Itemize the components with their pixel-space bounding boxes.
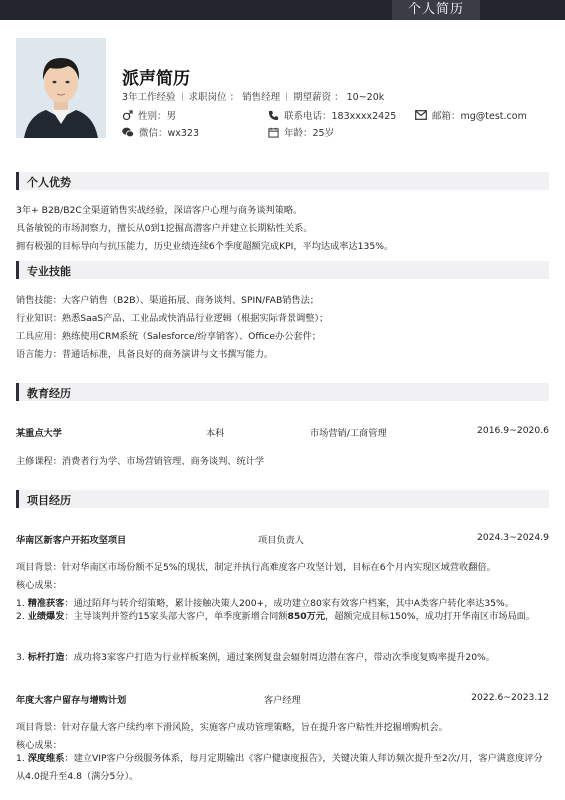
section-education bbox=[16, 383, 549, 401]
email: 邮箱：mg@test.com bbox=[432, 111, 527, 122]
result-text: ：建立VIP客户分级服务体系，每月定期输出《客户健康度报告》，关键决策人拜访频次提升至2次/月，客户满意度评分从4.0提升至4.8（满分5分）。 bbox=[16, 753, 543, 782]
project-role: 项目负责人 bbox=[258, 535, 304, 546]
divider bbox=[182, 92, 183, 101]
advantage-line: 3年+ B2B/B2C全渠道销售实战经验，深谙客户心理与商务谈判策略。 bbox=[16, 205, 303, 216]
salary: 期望薪资 ： 10~20k bbox=[293, 92, 385, 103]
section-title: 项目经历 bbox=[27, 494, 71, 507]
resume-tag: 个人简历 bbox=[392, 0, 480, 20]
school: 某重点大学 bbox=[16, 428, 62, 439]
age-info bbox=[268, 125, 334, 139]
phone-icon bbox=[268, 110, 279, 121]
position: 求职岗位 ： 销售经理 bbox=[188, 92, 281, 103]
results-label: 核心成果： bbox=[16, 580, 62, 591]
result-item bbox=[16, 595, 514, 609]
skill-line: 销售技能：大客户销售（B2B）、渠道拓展、商务谈判、SPIN/FAB销售法； bbox=[16, 295, 319, 306]
section-title: 教育经历 bbox=[27, 387, 71, 400]
result-number: 2. bbox=[16, 611, 28, 622]
project-period: 2024.3~2024.9 bbox=[477, 532, 549, 543]
section-advantages bbox=[16, 172, 549, 190]
phone-info bbox=[268, 108, 396, 122]
advantage-line: 具备敏锐的市场洞察力，擅长从0到1挖掘高潜客户并建立长期粘性关系。 bbox=[16, 223, 313, 234]
skill-line: 工具应用：熟练使用CRM系统（Salesforce/纷享销客）、Office办公套件； bbox=[16, 331, 321, 342]
wechat-icon bbox=[122, 127, 134, 138]
project-period: 2022.6~2023.12 bbox=[471, 692, 549, 703]
result-item bbox=[16, 608, 546, 626]
project-row bbox=[16, 532, 549, 546]
result-amount: 850万元 bbox=[287, 611, 326, 622]
result-keyword: 深度维系 bbox=[27, 753, 65, 764]
courses: 主修课程：消费者行为学、市场营销管理、商务谈判、统计学 bbox=[16, 456, 265, 467]
advantage-line: 拥有极强的目标导向与抗压能力，历史业绩连续6个季度超额完成KPI，平均达成率达135%。 bbox=[16, 241, 394, 252]
wechat: 微信：wx323 bbox=[139, 128, 200, 139]
divider bbox=[286, 92, 287, 101]
result-number: 3. bbox=[16, 652, 28, 663]
project-row bbox=[16, 692, 549, 706]
result-keyword: 精准获客 bbox=[27, 598, 65, 609]
wechat-info bbox=[122, 125, 199, 139]
skill-line: 行业知识：熟悉SaaS产品、工业品或快消品行业逻辑（根据实际背景调整）； bbox=[16, 313, 329, 324]
mail-icon bbox=[415, 110, 427, 120]
email-info bbox=[415, 108, 527, 122]
section-title: 个人优势 bbox=[27, 176, 71, 189]
avatar bbox=[16, 38, 106, 138]
project-name: 华南区新客户开拓攻坚项目 bbox=[16, 535, 127, 546]
section-title: 专业技能 bbox=[27, 265, 71, 278]
male-icon bbox=[122, 110, 133, 121]
gender-info bbox=[122, 108, 176, 122]
result-keyword: 业绩爆发 bbox=[27, 611, 65, 622]
project-background: 项目背景：针对存量大客户续约率下滑风险，实施客户成功管理策略，旨在提升客户粘性并挖掘增购机会。 bbox=[16, 722, 448, 733]
result-text: ，超额完成目标150%，成功打开华南区市场局面。 bbox=[325, 611, 536, 622]
section-projects bbox=[16, 490, 549, 508]
result-text: ：通过陌拜与转介绍策略，累计接触决策人200+，成功建立80家有效客户档案，其中A类客户转化率达35%。 bbox=[64, 598, 514, 609]
phone: 联系电话：183xxxx2425 bbox=[284, 111, 397, 122]
skill-line: 语言能力：普通话标准，具备良好的商务演讲与文书撰写能力。 bbox=[16, 349, 274, 360]
section-skills bbox=[16, 261, 549, 279]
result-text: ：成功将3家客户打造为行业样板案例，通过案例复盘会辐射周边潜在客户，带动次季度复购率提升20%。 bbox=[64, 652, 495, 663]
education-row bbox=[16, 425, 549, 439]
result-number: 1. bbox=[16, 598, 28, 609]
age: 年龄：25岁 bbox=[284, 128, 335, 139]
results-label: 核心成果： bbox=[16, 740, 62, 751]
project-role: 客户经理 bbox=[264, 695, 301, 706]
resume-name: 派声简历 bbox=[122, 69, 190, 89]
calendar-icon bbox=[268, 127, 279, 138]
result-number: 1. bbox=[16, 753, 28, 764]
project-name: 年度大客户留存与增购计划 bbox=[16, 695, 127, 706]
major: 市场营销/工商管理 bbox=[310, 428, 387, 439]
gender: 性别：男 bbox=[138, 111, 177, 122]
result-keyword: 标杆打造 bbox=[27, 652, 65, 663]
result-item bbox=[16, 750, 546, 786]
result-text: ：主导谈判并签约15家头部大客户，单季度新增合同额 bbox=[64, 611, 288, 622]
education-period: 2016.9~2020.6 bbox=[477, 425, 549, 436]
project-background: 项目背景：针对华南区市场份额不足5%的现状，制定并执行高难度客户攻坚计划，目标在6个月内实现区域营收翻倍。 bbox=[16, 562, 496, 573]
meta-row bbox=[122, 89, 384, 103]
degree: 本科 bbox=[206, 428, 225, 439]
result-item bbox=[16, 649, 495, 663]
top-bar bbox=[0, 0, 565, 20]
experience: 3年工作经验 bbox=[122, 92, 176, 103]
